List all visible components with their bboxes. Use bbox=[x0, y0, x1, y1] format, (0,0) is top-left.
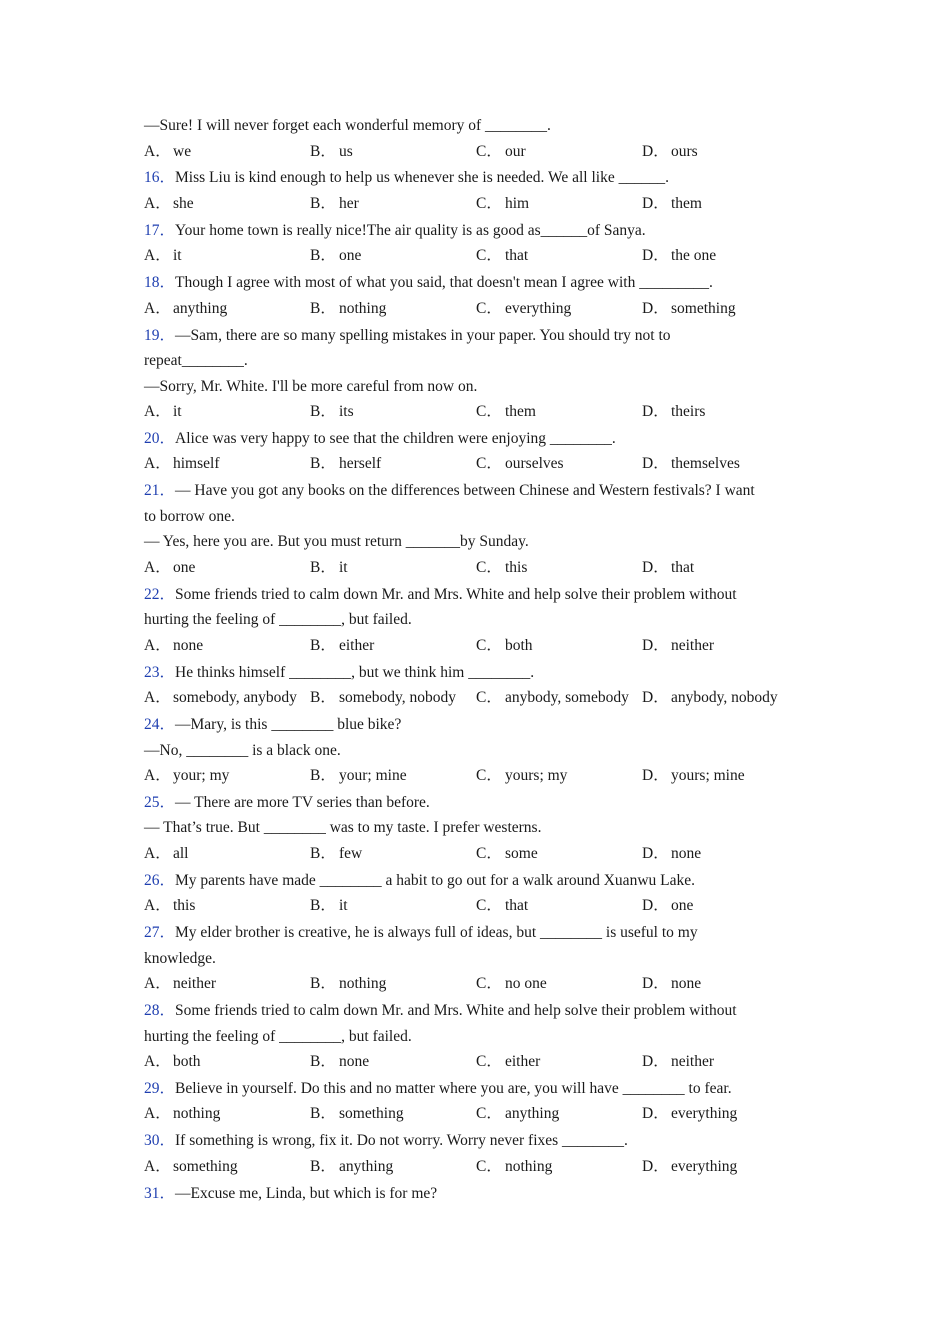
option-text: themselves bbox=[671, 455, 740, 473]
answer-options bbox=[144, 555, 810, 581]
option-d bbox=[642, 451, 808, 477]
option-letter: D． bbox=[642, 1105, 669, 1123]
option-b bbox=[310, 1154, 476, 1180]
option-d bbox=[642, 399, 808, 425]
option-a bbox=[144, 841, 310, 867]
option-d bbox=[642, 191, 808, 217]
option-letter: A． bbox=[144, 1105, 171, 1123]
option-b bbox=[310, 1101, 476, 1127]
question-stem bbox=[144, 868, 810, 894]
option-a bbox=[144, 1049, 310, 1075]
option-d: D． ours bbox=[642, 142, 698, 160]
option-letter: C． bbox=[476, 558, 502, 576]
option-letter: D． bbox=[642, 1157, 669, 1175]
option-letter: B． bbox=[310, 767, 336, 785]
question-number: 27． bbox=[144, 924, 176, 942]
question-text: If something is wrong, fix it. Do not worry. Worry never fixes ________. bbox=[175, 1132, 628, 1150]
option-letter: C． bbox=[476, 636, 502, 654]
option-d bbox=[642, 243, 808, 269]
answer-options bbox=[144, 451, 810, 477]
option-letter: A． bbox=[144, 194, 171, 212]
answer-options bbox=[144, 893, 810, 919]
option-c: C． our bbox=[476, 142, 526, 160]
option-b: B． us bbox=[310, 142, 353, 160]
option-d bbox=[642, 971, 808, 997]
option-letter: C． bbox=[476, 844, 502, 862]
answer-options bbox=[144, 296, 810, 322]
question-number: 30． bbox=[144, 1132, 176, 1150]
question-list bbox=[144, 113, 810, 1206]
option-b bbox=[310, 399, 476, 425]
answer-options bbox=[144, 633, 810, 659]
option-b bbox=[310, 893, 476, 919]
question-number: 21． bbox=[144, 482, 176, 500]
question-number: 19． bbox=[144, 326, 176, 344]
option-text: it bbox=[173, 403, 182, 421]
option-letter: A． bbox=[144, 636, 171, 654]
intro-options bbox=[144, 139, 810, 165]
option-letter: C． bbox=[476, 194, 502, 212]
option-d bbox=[642, 763, 808, 789]
question-stem bbox=[144, 660, 810, 686]
option-letter: B． bbox=[310, 247, 336, 265]
question-text: —Sam, there are so many spelling mistakes in your paper. You should try not to bbox=[175, 326, 671, 344]
option-letter: D． bbox=[642, 455, 669, 473]
question-stem bbox=[144, 1181, 810, 1207]
question-item bbox=[144, 426, 810, 477]
question-text-line: repeat________. bbox=[144, 352, 248, 370]
answer-options bbox=[144, 399, 810, 425]
question-text: Believe in yourself. Do this and no matter where you are, you will have ________ to fear. bbox=[175, 1079, 732, 1097]
option-letter: D． bbox=[642, 247, 669, 265]
option-text: both bbox=[505, 636, 533, 654]
answer-options bbox=[144, 243, 810, 269]
question-text: Some friends tried to calm down Mr. and Mrs. White and help solve their problem without bbox=[175, 585, 737, 603]
option-text: either bbox=[339, 636, 375, 654]
option-letter: B． bbox=[310, 1157, 336, 1175]
question-item bbox=[144, 790, 810, 867]
option-letter: B． bbox=[310, 636, 336, 654]
question-text-line: to borrow one. bbox=[144, 507, 235, 525]
question-number: 23． bbox=[144, 663, 176, 681]
question-number: 20． bbox=[144, 429, 176, 447]
answer-options bbox=[144, 191, 810, 217]
option-text: none bbox=[173, 636, 204, 654]
question-text: Your home town is really nice!The air quality is as good as______of Sanya. bbox=[175, 221, 646, 239]
option-text: one bbox=[671, 897, 694, 915]
option-letter: C． bbox=[476, 975, 502, 993]
option-text: herself bbox=[339, 455, 382, 473]
option-letter: B． bbox=[310, 689, 336, 707]
option-letter: A． bbox=[144, 558, 171, 576]
option-text: none bbox=[671, 844, 702, 862]
option-b bbox=[310, 191, 476, 217]
option-a bbox=[144, 685, 310, 711]
option-text: yours; mine bbox=[671, 767, 745, 785]
option-text: them bbox=[671, 194, 702, 212]
question-text: — There are more TV series than before. bbox=[175, 793, 430, 811]
option-d bbox=[642, 1154, 808, 1180]
option-text: no one bbox=[505, 975, 547, 993]
answer-options bbox=[144, 685, 810, 711]
option-letter: A． bbox=[144, 689, 171, 707]
option-d bbox=[642, 685, 808, 711]
question-item bbox=[144, 1076, 810, 1127]
option-letter: A． bbox=[144, 767, 171, 785]
option-a bbox=[144, 893, 310, 919]
question-number: 25． bbox=[144, 793, 176, 811]
option-b bbox=[310, 763, 476, 789]
option-text: somebody, anybody bbox=[173, 689, 297, 707]
option-b bbox=[310, 841, 476, 867]
question-number: 16． bbox=[144, 169, 176, 187]
option-text: that bbox=[671, 558, 695, 576]
option-letter: A． bbox=[144, 247, 171, 265]
option-letter: B． bbox=[310, 403, 336, 421]
answer-options bbox=[144, 763, 810, 789]
option-letter: C． bbox=[476, 689, 502, 707]
option-a bbox=[144, 243, 310, 269]
option-text: anything bbox=[173, 299, 228, 317]
option-text: neither bbox=[671, 1053, 715, 1071]
option-d bbox=[642, 893, 808, 919]
question-text-line: knowledge. bbox=[144, 949, 216, 967]
option-text: it bbox=[173, 247, 182, 265]
option-text: him bbox=[505, 194, 530, 212]
option-b bbox=[310, 451, 476, 477]
option-d bbox=[642, 633, 808, 659]
option-letter: A． bbox=[144, 897, 171, 915]
option-letter: C． bbox=[476, 247, 502, 265]
question-item bbox=[144, 478, 810, 580]
question-text: Some friends tried to calm down Mr. and Mrs. White and help solve their problem without bbox=[175, 1002, 737, 1020]
option-letter: C． bbox=[476, 455, 502, 473]
option-text: them bbox=[505, 403, 536, 421]
option-text: your; mine bbox=[339, 767, 407, 785]
option-text: anybody, nobody bbox=[671, 689, 778, 707]
option-c bbox=[476, 685, 642, 711]
option-text: everything bbox=[671, 1157, 738, 1175]
question-stem bbox=[144, 998, 810, 1024]
question-number: 24． bbox=[144, 716, 176, 734]
option-text: both bbox=[173, 1053, 201, 1071]
option-a bbox=[144, 555, 310, 581]
question-item bbox=[144, 660, 810, 711]
option-c bbox=[476, 763, 642, 789]
option-b bbox=[310, 555, 476, 581]
option-letter: B． bbox=[310, 1105, 336, 1123]
option-text: all bbox=[173, 844, 189, 862]
question-number: 31． bbox=[144, 1184, 176, 1202]
question-text-line: —Sorry, Mr. White. I'll be more careful from now on. bbox=[144, 377, 478, 395]
question-item bbox=[144, 165, 810, 216]
option-c bbox=[476, 841, 642, 867]
option-b bbox=[310, 296, 476, 322]
question-stem bbox=[144, 920, 810, 946]
option-c bbox=[476, 633, 642, 659]
option-letter: D． bbox=[642, 897, 669, 915]
option-letter: C． bbox=[476, 1105, 502, 1123]
option-a bbox=[144, 399, 310, 425]
question-stem bbox=[144, 1128, 810, 1154]
option-letter: C． bbox=[476, 897, 502, 915]
option-text: everything bbox=[671, 1105, 738, 1123]
option-c bbox=[476, 399, 642, 425]
question-item bbox=[144, 582, 810, 659]
option-letter: A． bbox=[144, 403, 171, 421]
option-letter: B． bbox=[310, 299, 336, 317]
question-item bbox=[144, 218, 810, 269]
answer-options bbox=[144, 841, 810, 867]
question-text: Alice was very happy to see that the children were enjoying ________. bbox=[175, 429, 616, 447]
option-c bbox=[476, 1154, 642, 1180]
option-text: ourselves bbox=[505, 455, 564, 473]
option-text: nothing bbox=[173, 1105, 221, 1123]
option-text: none bbox=[671, 975, 702, 993]
question-stem bbox=[144, 582, 810, 608]
option-letter: A． bbox=[144, 1053, 171, 1071]
option-text: either bbox=[505, 1053, 541, 1071]
question-number: 18． bbox=[144, 274, 176, 292]
question-stem bbox=[144, 426, 810, 452]
option-text: none bbox=[339, 1053, 370, 1071]
question-stem bbox=[144, 790, 810, 816]
option-c bbox=[476, 971, 642, 997]
option-letter: C． bbox=[476, 299, 502, 317]
option-letter: C． bbox=[476, 767, 502, 785]
question-text: —Mary, is this ________ blue bike? bbox=[175, 716, 402, 734]
option-a bbox=[144, 296, 310, 322]
option-d bbox=[642, 555, 808, 581]
answer-options bbox=[144, 1101, 810, 1127]
question-number: 26． bbox=[144, 871, 176, 889]
question-item bbox=[144, 868, 810, 919]
question-text: My parents have made ________ a habit to go out for a walk around Xuanwu Lake. bbox=[175, 871, 695, 889]
option-text: one bbox=[339, 247, 362, 265]
question-item bbox=[144, 270, 810, 321]
option-b bbox=[310, 685, 476, 711]
question-number: 17． bbox=[144, 221, 176, 239]
option-text: neither bbox=[671, 636, 715, 654]
option-text: something bbox=[339, 1105, 404, 1123]
option-a: A． we bbox=[144, 142, 192, 160]
option-text: this bbox=[173, 897, 196, 915]
option-letter: A． bbox=[144, 844, 171, 862]
question-text: My elder brother is creative, he is always full of ideas, but ________ is useful to my bbox=[175, 924, 698, 942]
intro-dialog: —Sure! I will never forget each wonderful memory of ________. bbox=[144, 117, 551, 134]
question-text-line: hurting the feeling of ________, but failed. bbox=[144, 611, 412, 629]
option-text: anything bbox=[505, 1105, 560, 1123]
option-c bbox=[476, 191, 642, 217]
option-d bbox=[642, 296, 808, 322]
option-text: anything bbox=[339, 1157, 394, 1175]
question-item bbox=[144, 920, 810, 997]
option-letter: D． bbox=[642, 636, 669, 654]
option-text: nothing bbox=[339, 299, 387, 317]
option-text: neither bbox=[173, 975, 217, 993]
option-c bbox=[476, 1101, 642, 1127]
option-a bbox=[144, 763, 310, 789]
option-c bbox=[476, 243, 642, 269]
option-letter: C． bbox=[476, 403, 502, 421]
question-text-line: — That’s true. But ________ was to my taste. I prefer westerns. bbox=[144, 819, 542, 837]
question-stem bbox=[144, 1076, 810, 1102]
option-letter: A． bbox=[144, 299, 171, 317]
option-b bbox=[310, 971, 476, 997]
question-stem bbox=[144, 218, 810, 244]
option-letter: D． bbox=[642, 689, 669, 707]
option-letter: B． bbox=[310, 1053, 336, 1071]
question-stem bbox=[144, 478, 810, 504]
question-number: 22． bbox=[144, 585, 176, 603]
option-a bbox=[144, 633, 310, 659]
option-c bbox=[476, 1049, 642, 1075]
option-letter: A． bbox=[144, 975, 171, 993]
question-stem bbox=[144, 712, 810, 738]
option-letter: D． bbox=[642, 299, 669, 317]
option-letter: B． bbox=[310, 194, 336, 212]
option-letter: B． bbox=[310, 897, 336, 915]
option-letter: C． bbox=[476, 1157, 502, 1175]
option-text: she bbox=[173, 194, 194, 212]
question-text-line: hurting the feeling of ________, but failed. bbox=[144, 1027, 412, 1045]
option-text: it bbox=[339, 897, 348, 915]
option-text: somebody, nobody bbox=[339, 689, 456, 707]
option-text: anybody, somebody bbox=[505, 689, 629, 707]
option-d bbox=[642, 1049, 808, 1075]
question-stem bbox=[144, 165, 810, 191]
option-text: her bbox=[339, 194, 359, 212]
option-text: this bbox=[505, 558, 528, 576]
option-letter: D． bbox=[642, 975, 669, 993]
question-number: 29． bbox=[144, 1079, 176, 1097]
option-text: few bbox=[339, 844, 363, 862]
option-b bbox=[310, 633, 476, 659]
option-text: something bbox=[671, 299, 736, 317]
option-c bbox=[476, 555, 642, 581]
option-text: its bbox=[339, 403, 354, 421]
question-item bbox=[144, 323, 810, 425]
option-text: some bbox=[505, 844, 538, 862]
option-letter: D． bbox=[642, 558, 669, 576]
answer-options bbox=[144, 971, 810, 997]
option-letter: A． bbox=[144, 455, 171, 473]
option-letter: A． bbox=[144, 1157, 171, 1175]
option-a bbox=[144, 451, 310, 477]
question-stem bbox=[144, 270, 810, 296]
question-item bbox=[144, 712, 810, 789]
option-letter: D． bbox=[642, 767, 669, 785]
option-letter: D． bbox=[642, 1053, 669, 1071]
option-a bbox=[144, 1101, 310, 1127]
option-text: yours; my bbox=[505, 767, 568, 785]
option-a bbox=[144, 971, 310, 997]
option-text: that bbox=[505, 897, 529, 915]
option-text: your; my bbox=[173, 767, 230, 785]
option-c bbox=[476, 451, 642, 477]
option-text: nothing bbox=[505, 1157, 553, 1175]
option-text: something bbox=[173, 1157, 238, 1175]
option-text: everything bbox=[505, 299, 572, 317]
option-text: one bbox=[173, 558, 196, 576]
option-text: that bbox=[505, 247, 529, 265]
option-text: nothing bbox=[339, 975, 387, 993]
option-letter: D． bbox=[642, 844, 669, 862]
option-letter: D． bbox=[642, 403, 669, 421]
question-text: Miss Liu is kind enough to help us whenever she is needed. We all like ______. bbox=[175, 169, 669, 187]
option-letter: B． bbox=[310, 975, 336, 993]
question-text-line: —No, ________ is a black one. bbox=[144, 741, 341, 759]
option-text: the one bbox=[671, 247, 717, 265]
option-d bbox=[642, 841, 808, 867]
question-number: 28． bbox=[144, 1002, 176, 1020]
option-text: it bbox=[339, 558, 348, 576]
option-text: theirs bbox=[671, 403, 706, 421]
option-d bbox=[642, 1101, 808, 1127]
question-item bbox=[144, 998, 810, 1075]
option-letter: D． bbox=[642, 194, 669, 212]
option-letter: C． bbox=[476, 1053, 502, 1071]
option-letter: B． bbox=[310, 558, 336, 576]
option-c bbox=[476, 893, 642, 919]
question-text: He thinks himself ________, but we think him ________. bbox=[175, 663, 535, 681]
option-c bbox=[476, 296, 642, 322]
option-b bbox=[310, 243, 476, 269]
option-text: himself bbox=[173, 455, 220, 473]
option-b bbox=[310, 1049, 476, 1075]
answer-options bbox=[144, 1154, 810, 1180]
option-a bbox=[144, 191, 310, 217]
question-item bbox=[144, 1128, 810, 1179]
question-stem bbox=[144, 323, 810, 349]
option-letter: B． bbox=[310, 455, 336, 473]
option-a bbox=[144, 1154, 310, 1180]
option-letter: B． bbox=[310, 844, 336, 862]
answer-options bbox=[144, 1049, 810, 1075]
question-text: —Excuse me, Linda, but which is for me? bbox=[175, 1184, 438, 1202]
question-item bbox=[144, 1181, 810, 1207]
question-text: — Have you got any books on the differences between Chinese and Western festivals? I want bbox=[175, 482, 755, 500]
question-text: Though I agree with most of what you said, that doesn't mean I agree with _________. bbox=[175, 274, 713, 292]
question-text-line: — Yes, here you are. But you must return _______by Sunday. bbox=[144, 533, 529, 551]
